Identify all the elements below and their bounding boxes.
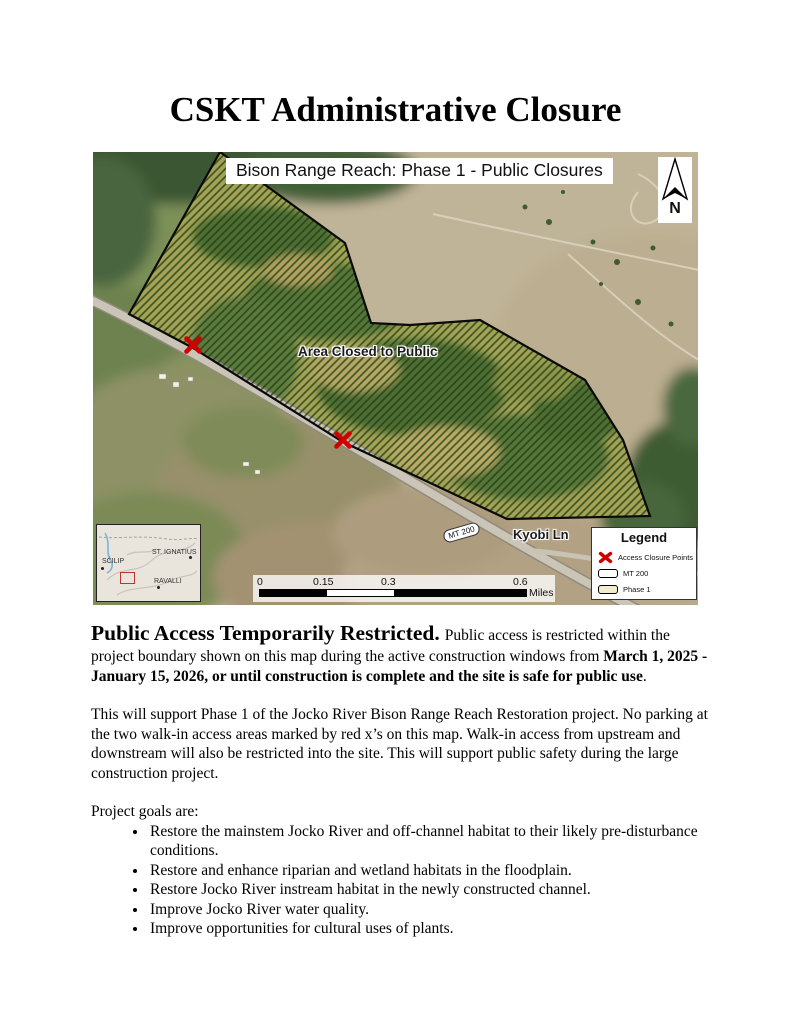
inset-town-st-ignatius: ST. IGNATIUS	[152, 549, 197, 556]
area-closed-label: Area Closed to Public	[298, 344, 438, 359]
restriction-paragraph	[91, 620, 709, 686]
inset-town-ravalli: RAVALLI	[154, 578, 182, 585]
road-swatch-icon	[598, 569, 618, 578]
project-goals-list	[91, 822, 709, 939]
legend-item-closure-points	[598, 551, 696, 564]
project-support-paragraph: This will support Phase 1 of the Jocko River Bison Range Reach Restoration project. No parking at the two walk-in access areas marked by red x’s on this map. Walk-in access from upstream and downstream will also be restricted into the site. This will support public safety during the large construction project.	[91, 706, 708, 782]
scale-tick-0: 0	[257, 576, 263, 588]
north-arrow-icon	[660, 157, 690, 203]
kyobi-ln-label: Kyobi Ln	[513, 527, 569, 542]
scale-tick-03: 0.3	[381, 576, 396, 588]
inset-town-dot	[101, 567, 104, 570]
goals-intro: Project goals are:	[91, 803, 199, 821]
north-label: N	[669, 200, 681, 217]
red-x-icon	[598, 551, 613, 564]
legend-label: Phase 1	[623, 585, 651, 594]
legend-title: Legend	[620, 530, 668, 545]
scale-bar	[253, 575, 555, 602]
restriction-heading: Public Access Temporarily Restricted.	[91, 621, 440, 645]
goal-item: • Restore and enhance riparian and wetland habitats in the floodplain.	[148, 861, 709, 881]
map-legend	[591, 527, 697, 600]
restriction-period: .	[642, 667, 647, 685]
scale-segment-white	[327, 590, 394, 596]
closure-map	[93, 152, 698, 605]
scale-bar-segments	[259, 589, 527, 597]
goal-item: • Restore the mainstem Jocko River and off-channel habitat to their likely pre-disturbance conditions.	[148, 822, 709, 861]
scale-segment-black	[260, 590, 327, 596]
north-arrow	[658, 157, 692, 223]
restriction-text: Public access is restricted within the project boundary shown on this map during the active construction windows from	[91, 627, 670, 666]
inset-river	[105, 533, 112, 573]
inset-town-dot	[157, 586, 160, 589]
goal-item: • Improve Jocko River water quality.	[148, 900, 709, 920]
scale-tick-06: 0.6	[513, 576, 528, 588]
legend-item-phase1	[598, 583, 696, 596]
highway-shield-label: MT 200	[442, 521, 481, 544]
goal-item: • Improve opportunities for cultural uses of plants.	[148, 919, 709, 939]
legend-label: Access Closure Points	[618, 553, 694, 562]
scale-segment-black	[394, 590, 526, 596]
page-title: CSKT Administrative Closure	[169, 90, 622, 129]
body-text	[91, 620, 709, 939]
inset-locator-rectangle	[120, 572, 135, 584]
goal-item: • Restore Jocko River instream habitat in the newly constructed channel.	[148, 880, 709, 900]
scale-unit-label: Miles	[529, 587, 554, 599]
restriction-dates-bold: March 1, 2025 - January 15, 2026, or until construction is complete and the site is safe for public use	[91, 648, 708, 685]
map-title-banner: Bison Range Reach: Phase 1 - Public Closures	[226, 158, 613, 184]
locator-inset-map	[96, 524, 201, 602]
legend-item-mt200	[598, 567, 696, 580]
inset-town-dot	[189, 556, 192, 559]
legend-label: MT 200	[623, 569, 649, 578]
phase-swatch-icon	[598, 585, 618, 594]
inset-town-scilip: SĆILIP	[102, 558, 125, 565]
scale-tick-015: 0.15	[313, 576, 334, 588]
